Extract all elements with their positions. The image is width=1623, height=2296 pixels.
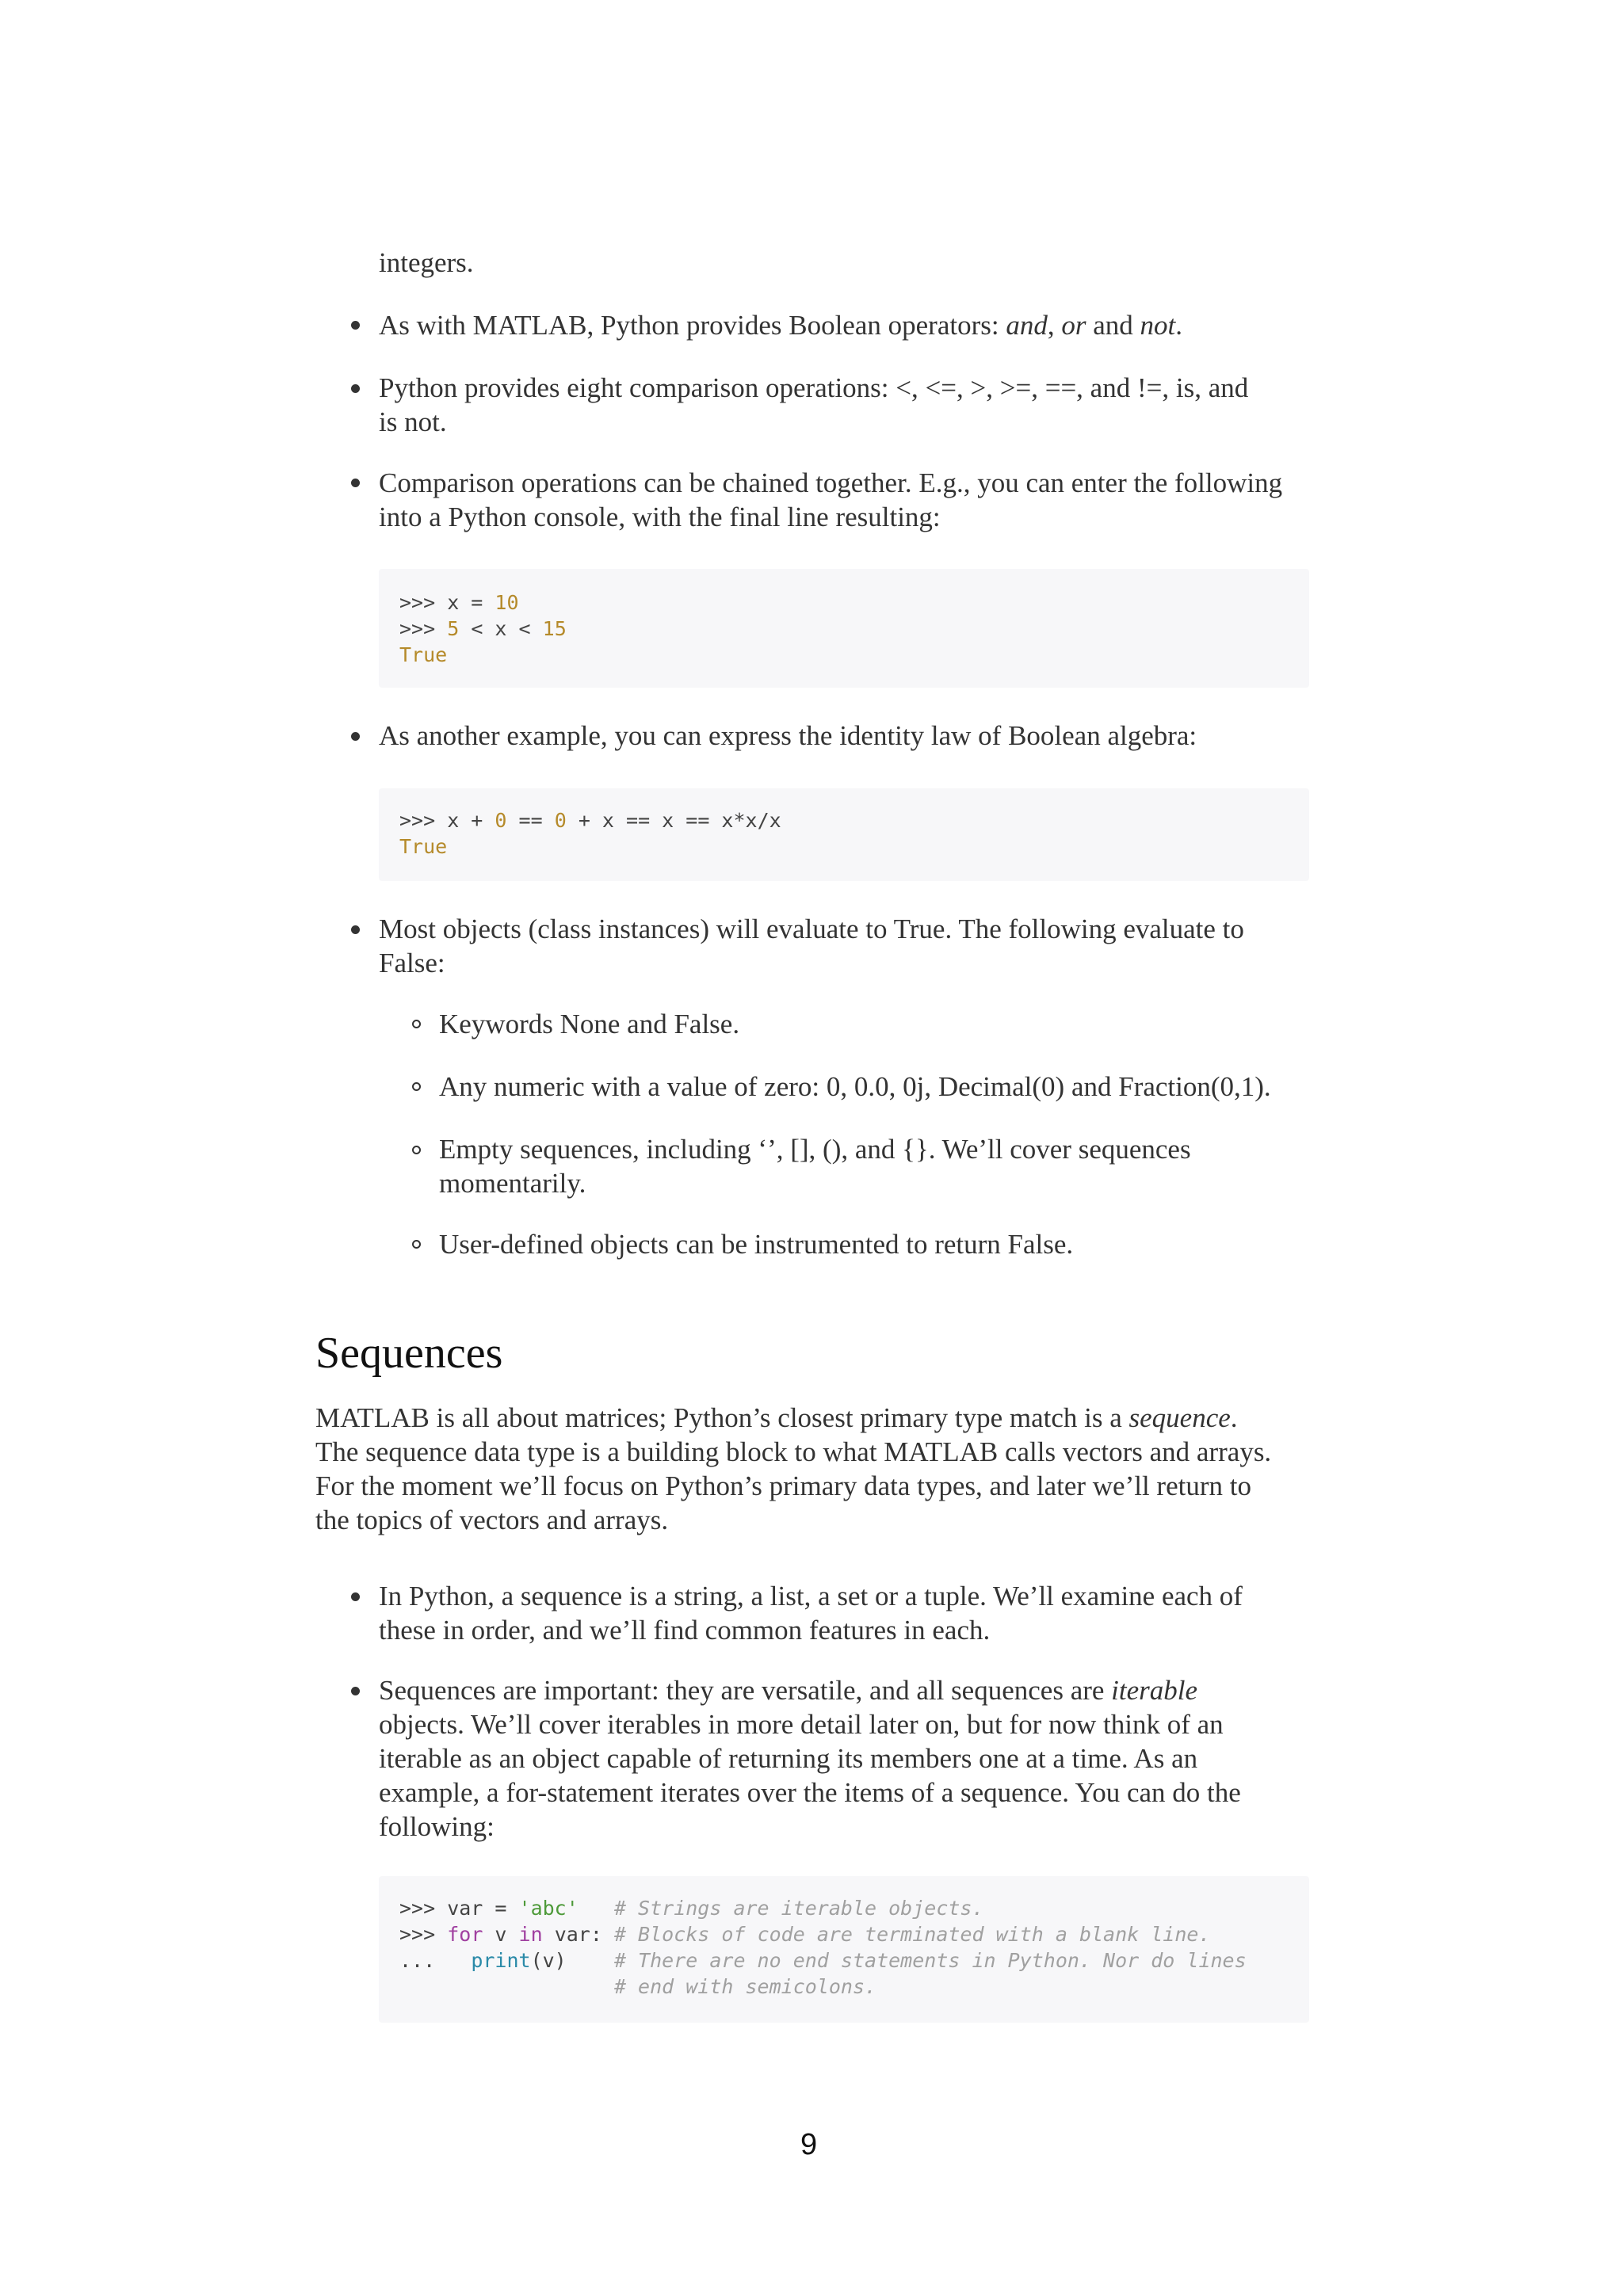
bullet-dot (351, 732, 360, 741)
page-number: 9 (800, 2128, 818, 2161)
bullet-comparison-operations: Python provides eight comparison operations: <, <=, >, >=, ==, and !=, is, and is not. (379, 372, 1249, 437)
sub-item-empty-sequences: Empty sequences, including ‘’, [], (), and {}. We’ll cover sequences momentarily. (439, 1134, 1191, 1199)
bullet-sequences-iterable: Sequences are important: they are versatile, and all sequences are iterable objects. We’ll cover iterables in more detail later on, but for now think of an iterable as an object capable of returning its members one at a time. As an example, a for-statement iterates over the items of a sequence. You can do the following: (379, 1675, 1241, 1842)
sub-item-numeric-zero: Any numeric with a value of zero: 0, 0.0, 0j, Decimal(0) and Fraction(0,1). (439, 1071, 1271, 1102)
bullet-dot (351, 925, 360, 934)
bullet-dot (351, 321, 360, 330)
sub-bullet-circle (412, 1240, 421, 1249)
code-block-identity: >>> x + 0 == 0 + x == x == x*x/x True (379, 788, 1309, 881)
bullet-boolean-operators: As with MATLAB, Python provides Boolean operators: and, or and not. (379, 310, 1182, 341)
bullet-dot (351, 1687, 360, 1695)
code-block-chained: >>> x = 10 >>> 5 < x < 15 True (379, 569, 1309, 688)
bullet-most-objects: Most objects (class instances) will evaluate to True. The following evaluate to False: (379, 913, 1244, 978)
sub-bullet-circle (412, 1146, 421, 1154)
sub-bullet-circle (412, 1082, 421, 1091)
bullet-dot (351, 384, 360, 393)
code-block-for-loop: >>> var = 'abc' # Strings are iterable objects. >>> for v in var: # Blocks of code are terminated with a blank line. ... print(v) # There are no end statements in Python. Nor do lines # end with semicolons. (379, 1876, 1309, 2023)
continuation-text: integers. (379, 247, 474, 278)
section-heading: Sequences (315, 1329, 503, 1378)
bullet-chained-comparisons: Comparison operations can be chained together. E.g., you can enter the following into a Python console, with the final line resulting: (379, 467, 1283, 532)
bullet-sequence-definition: In Python, a sequence is a string, a list, a set or a tuple. We’ll examine each of these in order, and we’ll find common features in each. (379, 1581, 1243, 1646)
sub-item-user-defined: User-defined objects can be instrumented to return False. (439, 1229, 1074, 1260)
section-paragraph: MATLAB is all about matrices; Python’s closest primary type match is a sequence. The sequence data type is a building block to what MATLAB calls vectors and arrays. For the moment we’ll focus on Python’s primary data types, and later we’ll return to the topics of vectors and arrays. (315, 1402, 1272, 1535)
bullet-dot (351, 1592, 360, 1601)
sub-bullet-circle (412, 1020, 421, 1028)
sub-item-keywords: Keywords None and False. (439, 1009, 740, 1039)
bullet-dot (351, 479, 360, 487)
bullet-identity-law: As another example, you can express the identity law of Boolean algebra: (379, 720, 1197, 751)
